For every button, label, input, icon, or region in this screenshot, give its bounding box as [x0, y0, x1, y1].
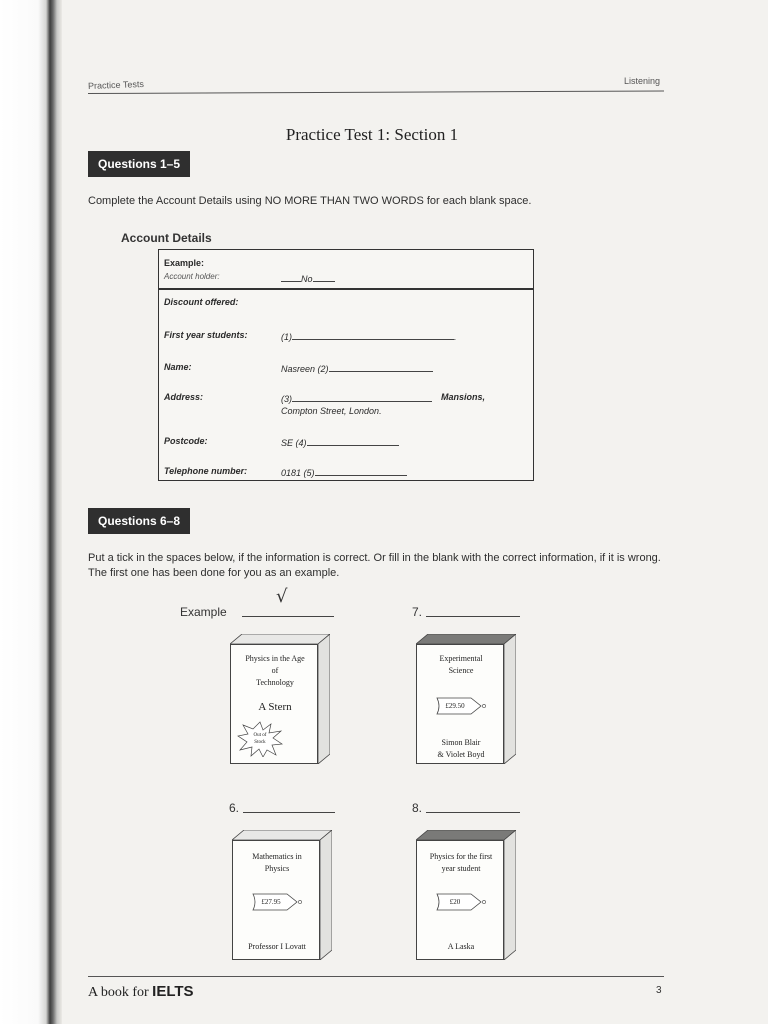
example-answer [281, 272, 335, 284]
book-title-line: of [271, 666, 279, 675]
answer-field-1: (1) . [281, 332, 457, 342]
book-title-line: year student [441, 864, 481, 873]
row-label: Postcode: [164, 436, 208, 446]
table-separator [159, 288, 533, 290]
example-value: No [301, 274, 313, 284]
book-title-line: Experimental [439, 654, 483, 663]
book-8 [416, 830, 518, 964]
questions-1-5-badge: Questions 1–5 [88, 151, 190, 177]
row-label: Address: [164, 392, 204, 402]
book-side-face [320, 830, 332, 960]
book-cover [232, 840, 320, 960]
example-field: Account holder: [164, 272, 220, 281]
book-side-face [504, 830, 516, 960]
questions-6-8-badge: Questions 6–8 [88, 508, 190, 534]
page-number: 3 [656, 985, 662, 996]
row-value: Nasreen (2) [281, 364, 329, 374]
book-6 [232, 830, 334, 964]
row-value: (1) [281, 332, 292, 342]
book-price: £27.95 [261, 898, 281, 906]
book-author: Professor I Lovatt [248, 942, 306, 951]
price-tag [435, 893, 487, 911]
example-label: Example: [164, 258, 205, 268]
questions-1-5-instruction: Complete the Account Details using NO MORE THAN TWO WORDS for each blank space. [88, 195, 532, 207]
tick-mark: √ [276, 586, 288, 607]
book-author-line: Simon Blair [441, 738, 481, 747]
row-label: Name: [164, 362, 192, 372]
row-value: (3) [281, 394, 292, 404]
book-7 [416, 634, 518, 768]
book-top-face [232, 830, 332, 840]
book-top-face [230, 634, 330, 644]
q8-label: 8. [412, 801, 423, 815]
footer-brand: IELTS [152, 983, 194, 1000]
answer-field-2 [281, 362, 433, 374]
stamp-text: Stock [254, 740, 266, 745]
q8-answer-line[interactable] [426, 812, 520, 813]
answer-field-3 [281, 392, 432, 404]
book-price: £29.50 [445, 702, 465, 710]
footer-rule [88, 976, 664, 977]
row-label: Telephone number: [164, 466, 248, 476]
footer-prefix: A book for [88, 985, 149, 1000]
q7-label: 7. [412, 605, 423, 619]
row-label: First year students: [164, 330, 248, 340]
book-cover [416, 644, 504, 764]
book-cover [230, 644, 318, 764]
price-tag [435, 697, 487, 715]
book-top-face [416, 830, 516, 840]
q6-answer-line[interactable] [243, 812, 335, 813]
address-line-2: Compton Street, London. [281, 406, 382, 416]
row-value: SE (4) [281, 438, 307, 448]
row-suffix: Mansions, [441, 392, 486, 402]
answer-field-5 [281, 466, 407, 478]
footer-brand-line [88, 983, 194, 1001]
book-author: A Stern [258, 701, 292, 713]
book-title-line: Science [448, 666, 474, 675]
book-cover [416, 840, 504, 960]
stamp-text: Out of [253, 733, 267, 738]
account-details-table [158, 249, 534, 481]
book-author-line: & Violet Boyd [437, 750, 485, 759]
book-title-line: Physics in the Age [245, 654, 305, 663]
running-header-right: Listening [624, 76, 661, 86]
price-tag [251, 893, 303, 911]
book-title-line: Physics [264, 864, 290, 873]
account-details-heading: Account Details [121, 231, 212, 245]
answer-field-4 [281, 436, 399, 448]
book-example [230, 634, 332, 768]
running-header-left: Practice Tests [87, 79, 145, 91]
book-spine-shadow [0, 0, 62, 1024]
book-author: A Laska [447, 942, 475, 951]
book-price: £20 [449, 898, 461, 906]
book-top-face [416, 634, 516, 644]
q7-answer-line[interactable] [426, 616, 520, 617]
example-answer-line [242, 616, 334, 617]
book-title-line: Mathematics in [252, 852, 302, 861]
q6-label: 6. [229, 801, 240, 815]
row-value: 0181 (5) [281, 468, 315, 478]
page-title: Practice Test 1: Section 1 [285, 125, 459, 144]
book-side-face [504, 634, 516, 764]
discount-label: Discount offered: [164, 297, 239, 307]
book-title-line: Technology [256, 678, 294, 687]
header-rule [88, 90, 664, 94]
questions-6-8-instruction: Put a tick in the spaces below, if the information is correct. Or fill in the blank with the correct information, if it is wrong. The first one has been done for you as an example. [88, 552, 661, 579]
book-side-face [318, 634, 330, 764]
example-label: Example [180, 605, 227, 619]
book-title-line: Physics for the first [429, 852, 493, 861]
